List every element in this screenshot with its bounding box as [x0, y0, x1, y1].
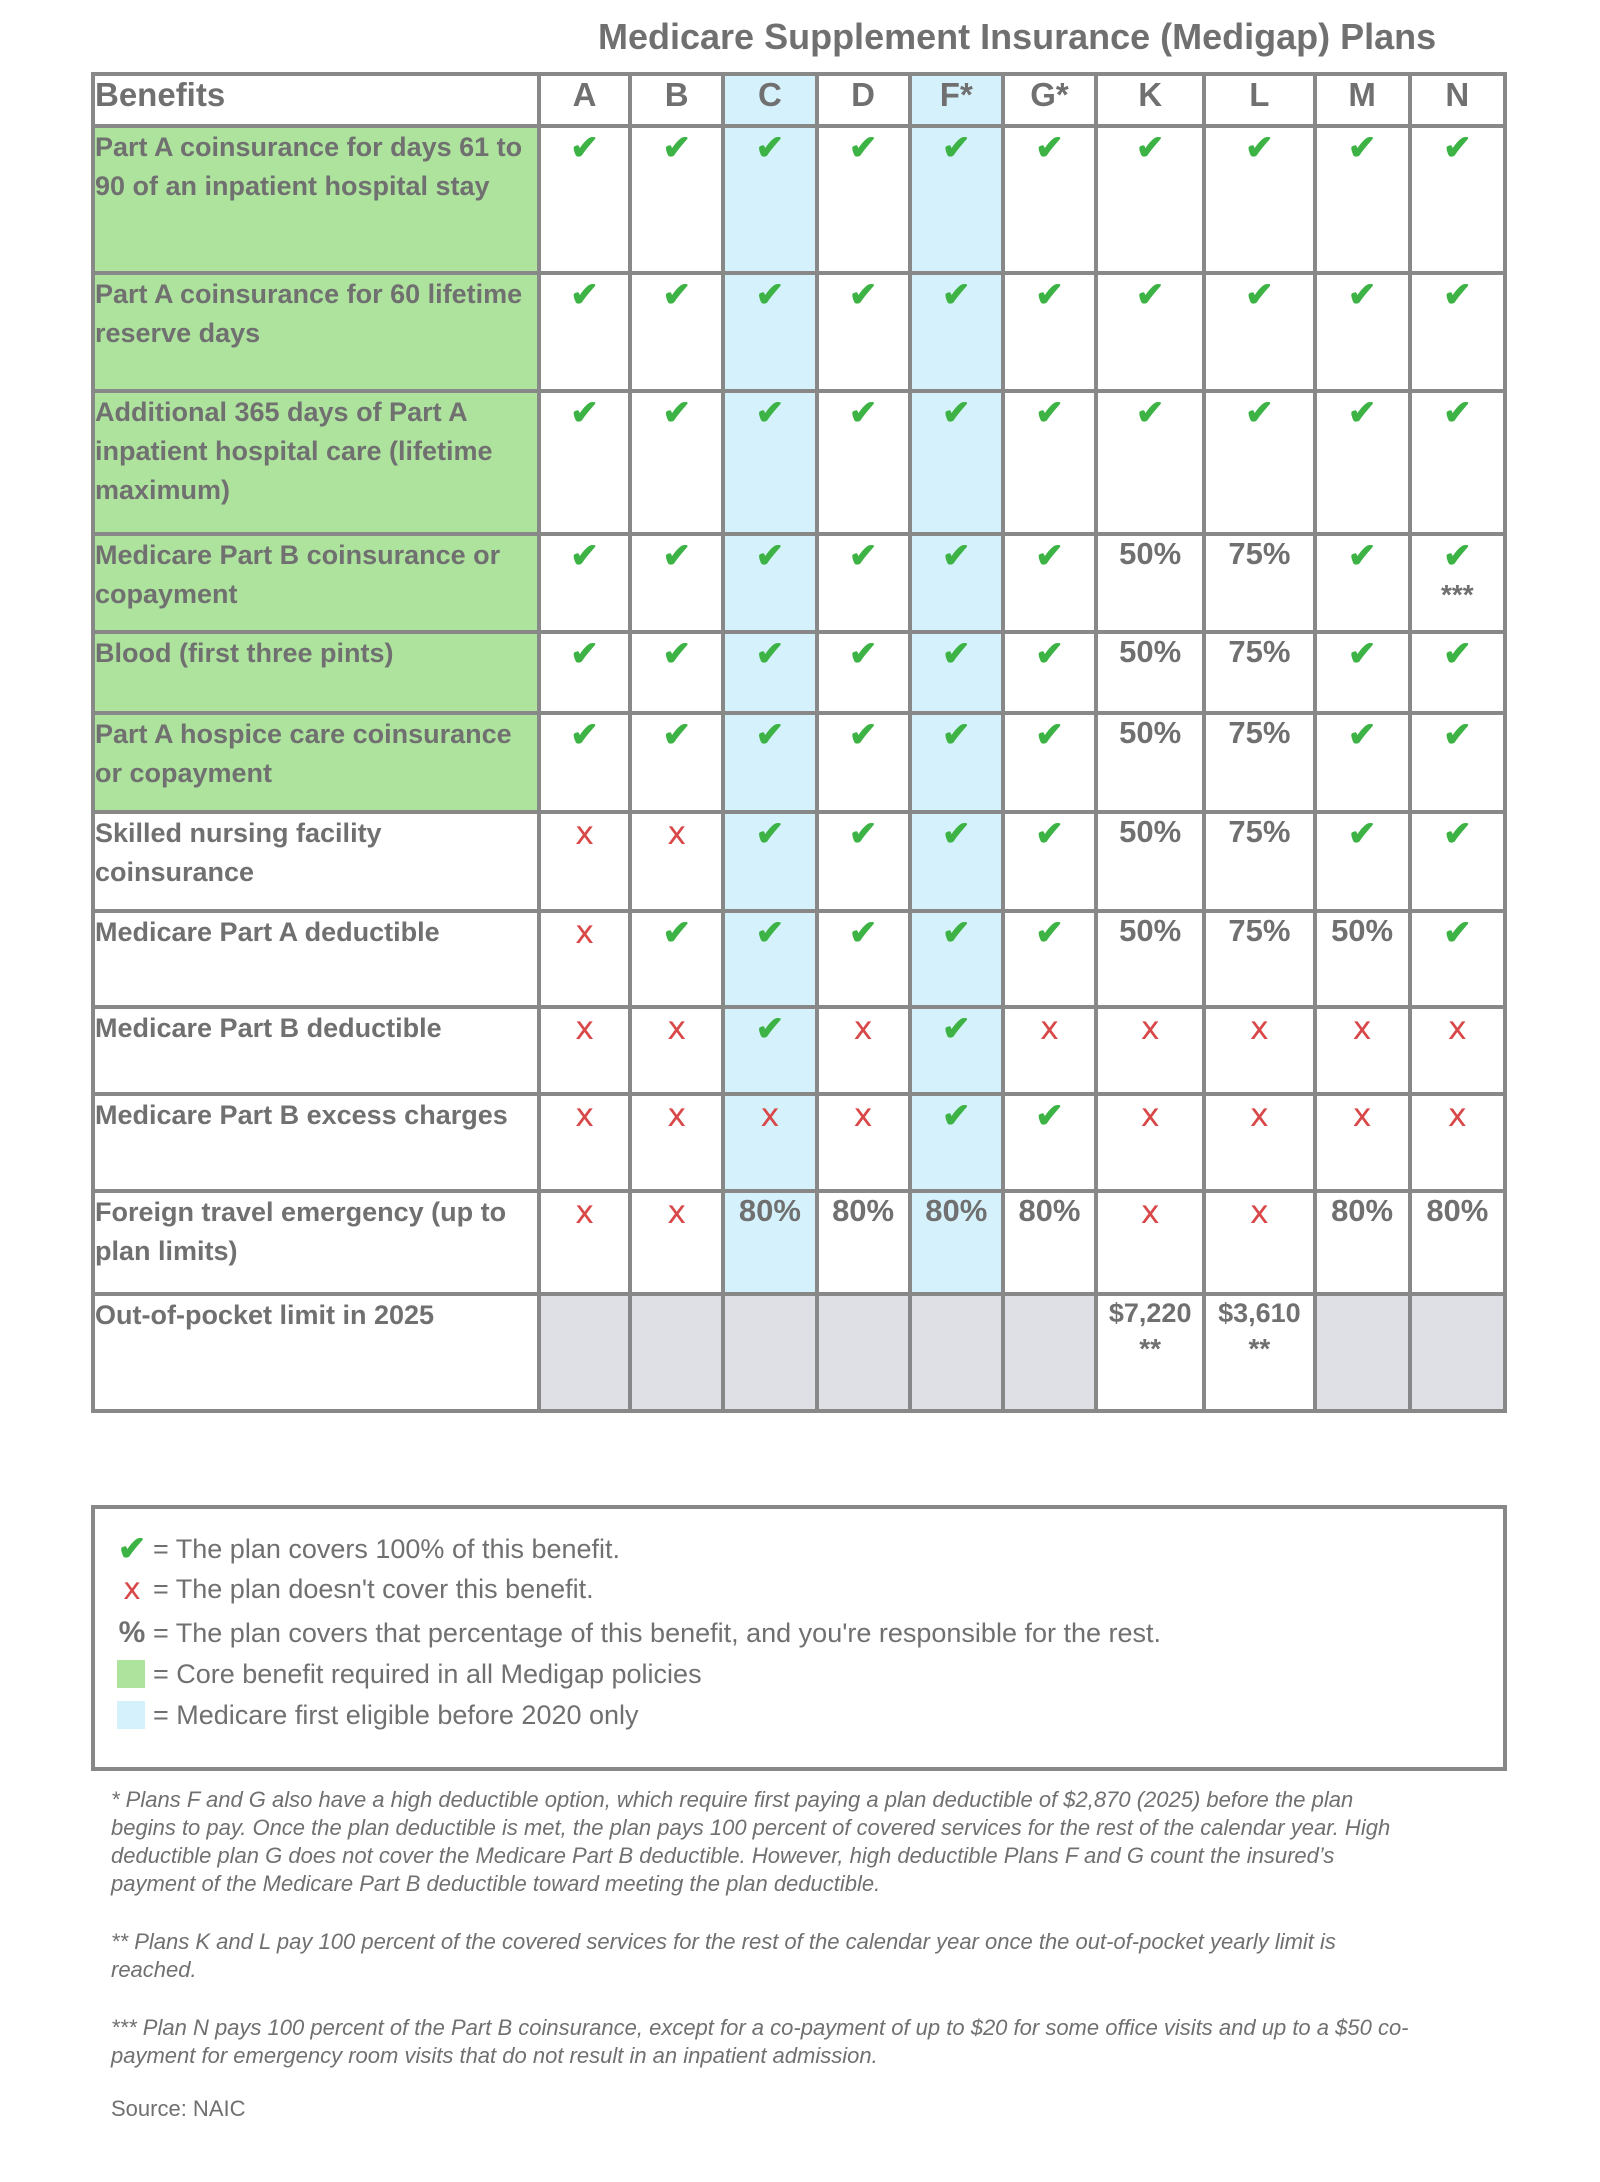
x-icon: x — [1040, 1009, 1059, 1047]
source-note: Source: NAIC — [111, 2096, 246, 2121]
check-icon: ✔ — [1035, 394, 1064, 432]
benefit-label: Out-of-pocket limit in 2025 — [93, 1294, 539, 1411]
check-icon: ✔ — [755, 394, 785, 432]
plan-cell — [630, 273, 723, 391]
benefit-label: Part A coinsurance for 60 lifetime reserve days — [93, 273, 539, 391]
x-icon: x — [1447, 1096, 1467, 1134]
table-row — [93, 1007, 1505, 1094]
x-icon: x — [123, 1571, 141, 1607]
plan-cell — [1204, 1294, 1314, 1411]
footnote: ** Plans K and L pay 100 percent of the covered services for the rest of the calendar year once the out-of-pocket yearly limit is reached. — [111, 1929, 1336, 1982]
check-icon: ✔ — [942, 716, 971, 754]
check-icon: ✔ — [1245, 129, 1274, 167]
plan-cell — [1204, 126, 1314, 273]
plan-cell — [817, 126, 910, 273]
plan-cell — [910, 911, 1003, 1007]
percent-value: 50% — [1331, 913, 1394, 948]
legend-text: = The plan covers 100% of this benefit. — [153, 1533, 621, 1564]
plan-cell — [1003, 1294, 1096, 1411]
benefits-header: Benefits — [93, 74, 539, 126]
check-icon: ✔ — [1035, 129, 1064, 167]
plan-cell — [1204, 911, 1314, 1007]
plan-cell — [910, 534, 1003, 632]
legend-item — [117, 1569, 594, 1609]
table-row — [93, 713, 1505, 812]
check-icon: ✔ — [1443, 914, 1472, 952]
plan-header: F* — [910, 74, 1003, 126]
plan-cell — [1204, 534, 1314, 632]
check-icon: ✔ — [942, 1010, 971, 1048]
header-row — [93, 74, 1505, 126]
plan-cell — [817, 1094, 910, 1191]
plan-header: G* — [1003, 74, 1096, 126]
check-icon: ✔ — [570, 276, 599, 314]
check-icon: ✔ — [848, 716, 878, 754]
check-icon: ✔ — [942, 537, 971, 575]
percent-value: 80% — [832, 1193, 895, 1228]
x-icon: x — [1140, 1009, 1160, 1047]
legend-text: = Core benefit required in all Medigap policies — [153, 1658, 702, 1689]
x-icon: x — [575, 814, 594, 852]
check-icon: ✔ — [1035, 276, 1064, 314]
plan-cell — [1315, 1007, 1410, 1094]
check-icon: ✔ — [1347, 815, 1377, 853]
check-icon: ✔ — [848, 635, 878, 673]
plan-header: C — [723, 74, 816, 126]
check-icon: ✔ — [662, 635, 691, 673]
plan-cell — [1410, 534, 1505, 632]
plan-cell — [630, 534, 723, 632]
x-icon: x — [853, 1009, 873, 1047]
plan-cell — [1003, 534, 1096, 632]
check-icon: ✔ — [1443, 394, 1472, 432]
plan-cell — [1410, 1007, 1505, 1094]
benefit-label: Medicare Part A deductible — [93, 911, 539, 1007]
percent-value: 50% — [1119, 913, 1182, 948]
check-icon: ✔ — [662, 716, 691, 754]
check-icon: ✔ — [570, 716, 599, 754]
check-icon: ✔ — [1347, 394, 1377, 432]
page-title: Medicare Supplement Insurance (Medigap) Plans — [598, 16, 1437, 57]
plan-cell — [817, 911, 910, 1007]
check-icon: ✔ — [942, 394, 971, 432]
plan-cell — [1096, 1191, 1204, 1294]
check-icon: ✔ — [1245, 276, 1274, 314]
plan-cell — [723, 1191, 816, 1294]
plan-cell — [1410, 713, 1505, 812]
check-icon: ✔ — [942, 1097, 971, 1135]
plan-cell — [1204, 391, 1314, 534]
check-icon: ✔ — [1245, 394, 1274, 432]
plan-cell — [539, 126, 630, 273]
percent-value: 75% — [1228, 536, 1291, 571]
percent-value: 50% — [1119, 715, 1182, 750]
plan-cell — [723, 713, 816, 812]
plan-cell — [1315, 126, 1410, 273]
percent-value: 80% — [1331, 1193, 1394, 1228]
check-icon: ✔ — [1135, 276, 1165, 314]
oop-limit-value: $7,220 — [1108, 1298, 1192, 1328]
check-icon: ✔ — [570, 129, 599, 167]
plan-cell — [817, 534, 910, 632]
footnote-marker: ** — [1139, 1333, 1162, 1364]
plan-cell — [1204, 812, 1314, 911]
check-icon: ✔ — [1135, 394, 1165, 432]
plans-table — [91, 72, 1507, 1413]
benefit-label: Medicare Part B deductible — [93, 1007, 539, 1094]
plan-cell — [1096, 534, 1204, 632]
check-icon: ✔ — [1035, 716, 1064, 754]
plan-cell — [910, 273, 1003, 391]
plan-cell — [723, 273, 816, 391]
plan-cell — [1003, 812, 1096, 911]
check-icon: ✔ — [1443, 815, 1472, 853]
x-icon: x — [1352, 1096, 1372, 1134]
legend-item — [117, 1695, 639, 1735]
plan-cell — [1003, 1007, 1096, 1094]
check-icon: ✔ — [1347, 276, 1377, 314]
percent-value: 50% — [1119, 536, 1182, 571]
check-icon: ✔ — [1035, 635, 1064, 673]
plan-cell — [1096, 1294, 1204, 1411]
x-icon: x — [1140, 1193, 1160, 1231]
x-icon: x — [667, 1193, 687, 1231]
plan-cell — [817, 1294, 910, 1411]
plan-cell — [630, 1094, 723, 1191]
check-icon: ✔ — [1443, 716, 1472, 754]
plan-cell — [1315, 534, 1410, 632]
plan-cell — [1003, 632, 1096, 713]
plan-cell — [539, 632, 630, 713]
table-row — [93, 1094, 1505, 1191]
plan-cell — [817, 1007, 910, 1094]
plan-cell — [1096, 391, 1204, 534]
check-icon: ✔ — [1035, 537, 1064, 575]
plan-cell — [1315, 1191, 1410, 1294]
plan-cell — [1204, 713, 1314, 812]
check-icon: ✔ — [570, 394, 599, 432]
check-icon: ✔ — [1035, 815, 1064, 853]
table-row — [93, 126, 1505, 273]
table-row — [93, 534, 1505, 632]
x-icon: x — [853, 1096, 873, 1134]
percent-value: 80% — [1018, 1193, 1081, 1228]
plan-cell — [539, 812, 630, 911]
plan-cell — [1315, 632, 1410, 713]
check-icon: ✔ — [570, 537, 599, 575]
check-icon: ✔ — [1347, 537, 1377, 575]
percent-value: 80% — [925, 1193, 988, 1228]
percent-value: 75% — [1228, 715, 1291, 750]
benefit-label: Skilled nursing facility coinsurance — [93, 812, 539, 911]
footnote-marker: ** — [1248, 1333, 1271, 1364]
legend-item — [117, 1654, 702, 1694]
plan-cell — [539, 1094, 630, 1191]
plan-cell — [817, 391, 910, 534]
plan-cell — [539, 713, 630, 812]
check-icon: ✔ — [662, 537, 691, 575]
plan-cell — [1410, 273, 1505, 391]
benefit-label: Foreign travel emergency (up to plan limits) — [93, 1191, 539, 1294]
plan-cell — [1096, 273, 1204, 391]
plan-cell — [630, 713, 723, 812]
plan-header: D — [817, 74, 910, 126]
x-icon: x — [1447, 1009, 1467, 1047]
plan-cell — [910, 713, 1003, 812]
x-icon: x — [575, 1193, 594, 1231]
plan-cell — [630, 126, 723, 273]
legend-item — [117, 1613, 1161, 1653]
plan-cell — [817, 632, 910, 713]
plan-cell — [1315, 911, 1410, 1007]
plan-cell — [1410, 632, 1505, 713]
legend-text: = Medicare first eligible before 2020 only — [153, 1699, 639, 1730]
legend-text: = The plan covers that percentage of this benefit, and you're responsible for the rest. — [153, 1617, 1162, 1648]
check-icon: ✔ — [755, 276, 785, 314]
plan-cell — [1204, 632, 1314, 713]
check-icon: ✔ — [755, 815, 785, 853]
check-icon: ✔ — [848, 394, 878, 432]
plan-cell — [1315, 812, 1410, 911]
legend-item — [117, 1529, 620, 1569]
check-icon: ✔ — [942, 276, 971, 314]
percent-value: 75% — [1228, 634, 1291, 669]
plan-cell — [1204, 273, 1314, 391]
legend-text: = The plan doesn't cover this benefit. — [153, 1573, 594, 1604]
check-icon: ✔ — [1347, 635, 1377, 673]
plan-cell — [723, 534, 816, 632]
check-icon: ✔ — [848, 914, 878, 952]
check-icon: ✔ — [1443, 537, 1472, 575]
check-icon: ✔ — [755, 716, 785, 754]
percent-value: 75% — [1228, 913, 1291, 948]
plan-cell — [1003, 391, 1096, 534]
plan-cell — [539, 1191, 630, 1294]
check-icon: ✔ — [848, 815, 878, 853]
check-icon: ✔ — [1035, 914, 1064, 952]
plan-cell — [1410, 1191, 1505, 1294]
plan-cell — [630, 391, 723, 534]
plan-cell — [817, 812, 910, 911]
check-icon: ✔ — [755, 129, 785, 167]
plan-cell — [723, 1007, 816, 1094]
plan-cell — [1096, 713, 1204, 812]
benefit-label: Medicare Part B excess charges — [93, 1094, 539, 1191]
plan-cell — [539, 391, 630, 534]
plan-cell — [539, 273, 630, 391]
table-row — [93, 273, 1505, 391]
plan-cell — [910, 1191, 1003, 1294]
plan-cell — [1003, 273, 1096, 391]
plan-cell — [1096, 911, 1204, 1007]
table-row — [93, 632, 1505, 713]
plan-cell — [1410, 391, 1505, 534]
footnote-marker: *** — [1440, 579, 1474, 610]
legend — [91, 1505, 1507, 1771]
plan-cell — [723, 812, 816, 911]
plan-cell — [817, 713, 910, 812]
check-icon: ✔ — [662, 914, 691, 952]
benefit-label: Part A hospice care coinsurance or copayment — [93, 713, 539, 812]
plan-cell — [723, 126, 816, 273]
benefit-label: Blood (first three pints) — [93, 632, 539, 713]
check-icon: ✔ — [662, 394, 691, 432]
percent-icon: % — [118, 1616, 146, 1649]
table-row — [93, 391, 1505, 534]
check-icon: ✔ — [570, 635, 599, 673]
plan-cell — [630, 911, 723, 1007]
plan-cell — [1204, 1191, 1314, 1294]
check-icon: ✔ — [1347, 129, 1377, 167]
plan-cell — [723, 911, 816, 1007]
plan-header: K — [1096, 74, 1204, 126]
plan-cell — [1410, 911, 1505, 1007]
x-icon: x — [667, 1096, 687, 1134]
check-icon: ✔ — [1135, 129, 1165, 167]
plan-cell — [539, 911, 630, 1007]
plan-cell — [910, 1007, 1003, 1094]
check-icon: ✔ — [848, 537, 878, 575]
check-icon: ✔ — [662, 129, 691, 167]
plan-cell — [1315, 273, 1410, 391]
plan-cell — [1096, 1007, 1204, 1094]
plan-cell — [723, 1294, 816, 1411]
check-icon: ✔ — [1443, 635, 1472, 673]
benefit-label: Medicare Part B coinsurance or copayment — [93, 534, 539, 632]
plan-cell — [1096, 632, 1204, 713]
plan-cell — [910, 126, 1003, 273]
table-row — [93, 1294, 1505, 1411]
check-icon: ✔ — [755, 914, 785, 952]
x-icon: x — [1249, 1009, 1269, 1047]
percent-value: 50% — [1119, 814, 1182, 849]
x-icon: x — [1140, 1096, 1160, 1134]
plan-cell — [1315, 1294, 1410, 1411]
plan-cell — [1315, 391, 1410, 534]
plan-cell — [1204, 1094, 1314, 1191]
check-icon: ✔ — [1347, 716, 1377, 754]
check-icon: ✔ — [662, 276, 691, 314]
table-row — [93, 812, 1505, 911]
plan-header: L — [1204, 74, 1314, 126]
check-icon: ✔ — [848, 276, 878, 314]
plan-cell — [630, 632, 723, 713]
plan-cell — [1003, 1191, 1096, 1294]
plan-cell — [539, 1294, 630, 1411]
check-icon: ✔ — [1443, 276, 1472, 314]
footnote: * Plans F and G also have a high deductible option, which require first paying a plan deductible of $2,870 (2025) before the plan begins to pay. Once the plan deductible is met, the plan pays 100 percent of covered services for the rest of the calendar year. High deductible plan G does not cover the Medicare Part B deductible. However, high deductible Plans F and G count the insured’s payment of the Medicare Part B deductible toward meeting the plan deductible. — [111, 1787, 1391, 1896]
plan-cell — [1410, 1294, 1505, 1411]
check-icon: ✔ — [942, 635, 971, 673]
table-row — [93, 1191, 1505, 1294]
plan-header: A — [539, 74, 630, 126]
x-icon: x — [1249, 1193, 1269, 1231]
plan-cell — [910, 1094, 1003, 1191]
plan-cell — [723, 632, 816, 713]
plan-cell — [817, 1191, 910, 1294]
x-icon: x — [1352, 1009, 1372, 1047]
plan-header: M — [1315, 74, 1410, 126]
table-row — [93, 911, 1505, 1007]
benefit-label: Part A coinsurance for days 61 to 90 of an inpatient hospital stay — [93, 126, 539, 273]
percent-value: 80% — [1426, 1193, 1489, 1228]
percent-value: 50% — [1119, 634, 1182, 669]
footnote: *** Plan N pays 100 percent of the Part B coinsurance, except for a co-payment of up to $20 for some office visits and up to a $50 co-payment for emergency room visits that do not result in an inpatient admission. — [111, 2015, 1409, 2068]
x-icon: x — [575, 1096, 594, 1134]
check-icon: ✔ — [755, 537, 785, 575]
plan-cell — [630, 812, 723, 911]
plan-cell — [1410, 1094, 1505, 1191]
plan-cell — [910, 391, 1003, 534]
plan-cell — [1315, 713, 1410, 812]
check-icon: ✔ — [1035, 1097, 1064, 1135]
plan-cell — [723, 1094, 816, 1191]
check-icon: ✔ — [117, 1530, 147, 1568]
plan-cell — [1410, 812, 1505, 911]
plan-header: B — [630, 74, 723, 126]
x-icon: x — [667, 1009, 687, 1047]
x-icon: x — [667, 814, 687, 852]
check-icon: ✔ — [848, 129, 878, 167]
check-icon: ✔ — [755, 635, 785, 673]
core-benefit-swatch — [117, 1660, 145, 1688]
plan-cell — [1003, 911, 1096, 1007]
plan-cell — [1003, 713, 1096, 812]
plan-cell — [1096, 126, 1204, 273]
plan-cell — [1096, 1094, 1204, 1191]
plan-cell — [910, 812, 1003, 911]
x-icon: x — [1249, 1096, 1269, 1134]
plan-cell — [539, 1007, 630, 1094]
footnotes — [111, 1786, 1411, 2100]
plan-cell — [723, 391, 816, 534]
plan-cell — [630, 1294, 723, 1411]
check-icon: ✔ — [942, 914, 971, 952]
check-icon: ✔ — [942, 129, 971, 167]
oop-limit-value: $3,610 — [1218, 1298, 1301, 1328]
plan-cell — [1096, 812, 1204, 911]
plan-cell — [1410, 126, 1505, 273]
plan-cell — [1315, 1094, 1410, 1191]
plan-cell — [910, 1294, 1003, 1411]
pre-2020-swatch — [117, 1701, 145, 1729]
plan-cell — [1003, 126, 1096, 273]
x-icon: x — [575, 1009, 594, 1047]
check-icon: ✔ — [1443, 129, 1472, 167]
check-icon: ✔ — [755, 1010, 785, 1048]
percent-value: 75% — [1228, 814, 1291, 849]
plan-cell — [630, 1007, 723, 1094]
plan-cell — [539, 534, 630, 632]
plan-cell — [910, 632, 1003, 713]
x-icon: x — [760, 1096, 780, 1134]
plan-cell — [817, 273, 910, 391]
plan-cell — [1204, 1007, 1314, 1094]
plan-header: N — [1410, 74, 1505, 126]
percent-value: 80% — [738, 1193, 801, 1228]
plan-cell — [1003, 1094, 1096, 1191]
check-icon: ✔ — [942, 815, 971, 853]
x-icon: x — [575, 913, 594, 951]
benefit-label: Additional 365 days of Part A inpatient hospital care (lifetime maximum) — [93, 391, 539, 534]
plan-cell — [630, 1191, 723, 1294]
